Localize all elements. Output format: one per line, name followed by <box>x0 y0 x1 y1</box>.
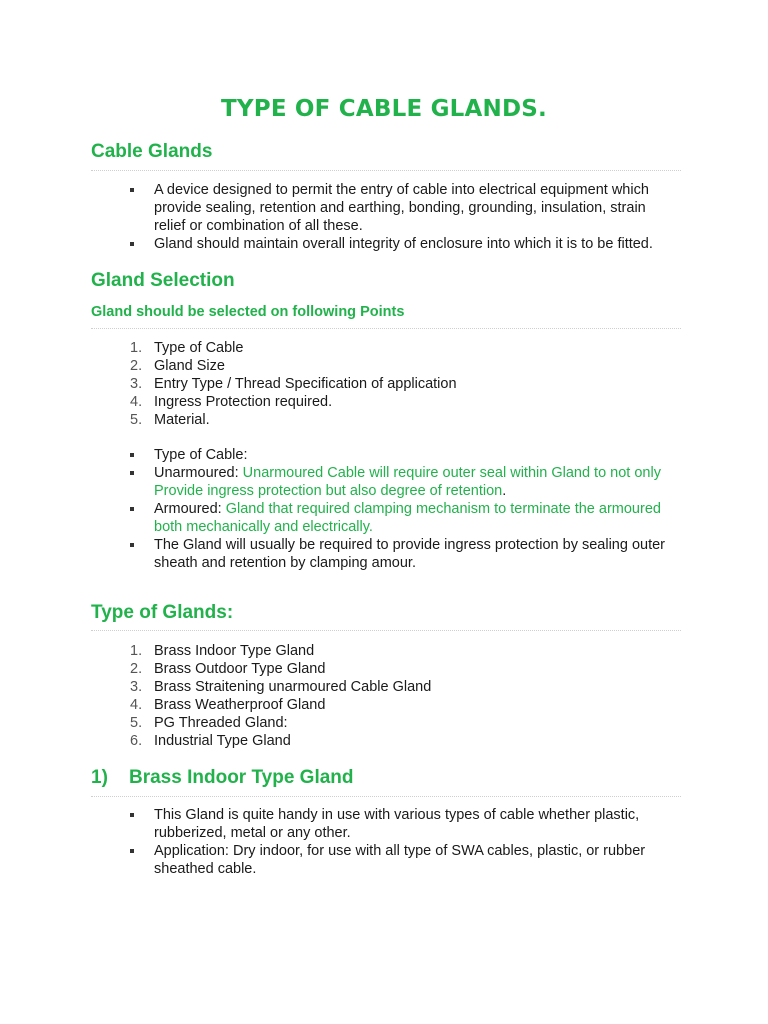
cable-glands-heading: Cable Glands <box>91 141 213 162</box>
list-item-text: Type of Cable <box>154 340 244 356</box>
list-number: 2. <box>130 661 143 677</box>
gland-selection-subheading: Gland should be selected on following Points <box>91 304 405 320</box>
list-item <box>130 235 675 253</box>
cable-type-list <box>130 446 675 572</box>
bullet-marker <box>130 453 134 457</box>
list-item <box>130 732 675 750</box>
list-item-text: A device designed to permit the entry of cable into electrical equipment which provide sealing, retention and earthing, bonding, grounding, insulation, strain relief or combination of all these. <box>154 182 649 234</box>
list-item-text: The Gland will usually be required to provide ingress protection by sealing outer sheath and retention by clamping amour. <box>154 537 666 571</box>
document-title: TYPE OF CABLE GLANDS. <box>221 96 547 122</box>
bullet-marker <box>130 471 134 475</box>
brass-indoor-heading <box>91 767 354 789</box>
armoured-label: Armoured: <box>154 501 226 517</box>
selection-points-list <box>130 339 675 429</box>
list-number: 5. <box>130 412 143 428</box>
type-of-glands-heading: Type of Glands: <box>91 602 234 623</box>
bullet-marker <box>130 242 134 246</box>
gland-selection-heading: Gland Selection <box>91 270 235 291</box>
bullet-marker <box>130 813 134 817</box>
unarmoured-label: Unarmoured: <box>154 465 243 481</box>
list-item <box>130 714 675 732</box>
list-item <box>130 842 675 878</box>
list-item-text: Entry Type / Thread Specification of application <box>154 376 457 392</box>
list-item-text: Gland should maintain overall integrity of enclosure into which it is to be fitted. <box>154 236 653 252</box>
brass-indoor-list <box>130 806 675 878</box>
list-item <box>130 375 675 393</box>
bullet-marker <box>130 849 134 853</box>
list-item <box>130 678 675 696</box>
list-item <box>130 446 675 464</box>
armoured-description: Gland that required clamping mechanism to terminate the armoured both mechanically and electrically. <box>154 501 661 535</box>
list-item-text: Brass Outdoor Type Gland <box>154 661 326 677</box>
bullet-marker <box>130 543 134 547</box>
list-number: 3. <box>130 376 143 392</box>
list-number: 1. <box>130 340 143 356</box>
list-item-text: Industrial Type Gland <box>154 733 291 749</box>
list-item <box>130 696 675 714</box>
list-item <box>130 660 675 678</box>
list-item <box>130 357 675 375</box>
unarmoured-end: . <box>502 483 507 499</box>
list-number: 3. <box>130 679 143 695</box>
list-item-text: Application: Dry indoor, for use with all type of SWA cables, plastic, or rubber sheathed cable. <box>154 843 646 877</box>
section-number: 1) <box>91 767 108 788</box>
list-item <box>130 464 675 500</box>
list-item-text: Material. <box>154 412 210 428</box>
list-number: 4. <box>130 394 143 410</box>
list-item <box>130 536 675 572</box>
cable-glands-list <box>130 181 675 253</box>
list-item-text: PG Threaded Gland: <box>154 715 288 731</box>
section-divider <box>91 796 681 797</box>
list-item <box>130 411 675 429</box>
list-number: 2. <box>130 358 143 374</box>
list-item-text: Gland Size <box>154 358 225 374</box>
list-item <box>130 181 675 235</box>
list-item-text: Brass Straitening unarmoured Cable Gland <box>154 679 432 695</box>
section-divider <box>91 630 681 631</box>
list-item-text: Ingress Protection required. <box>154 394 333 410</box>
list-item-text: This Gland is quite handy in use with various types of cable whether plastic, rubberized, metal or any other. <box>154 807 640 841</box>
section-divider <box>91 328 681 329</box>
list-item-text: Type of Cable: <box>154 447 248 463</box>
section-divider <box>91 170 681 171</box>
list-item <box>130 806 675 842</box>
list-item <box>130 339 675 357</box>
list-number: 5. <box>130 715 143 731</box>
list-item <box>130 393 675 411</box>
section-title: Brass Indoor Type Gland <box>129 767 354 788</box>
gland-types-list <box>130 642 675 750</box>
list-item-text: Brass Weatherproof Gland <box>154 697 326 713</box>
list-item <box>130 500 675 536</box>
list-item <box>130 642 675 660</box>
bullet-marker <box>130 507 134 511</box>
list-number: 4. <box>130 697 143 713</box>
bullet-marker <box>130 188 134 192</box>
unarmoured-description: Unarmoured Cable will require outer seal within Gland to not only Provide ingress protection but also degree of retention <box>154 465 661 499</box>
list-item-text: Brass Indoor Type Gland <box>154 643 315 659</box>
list-number: 1. <box>130 643 143 659</box>
list-number: 6. <box>130 733 143 749</box>
